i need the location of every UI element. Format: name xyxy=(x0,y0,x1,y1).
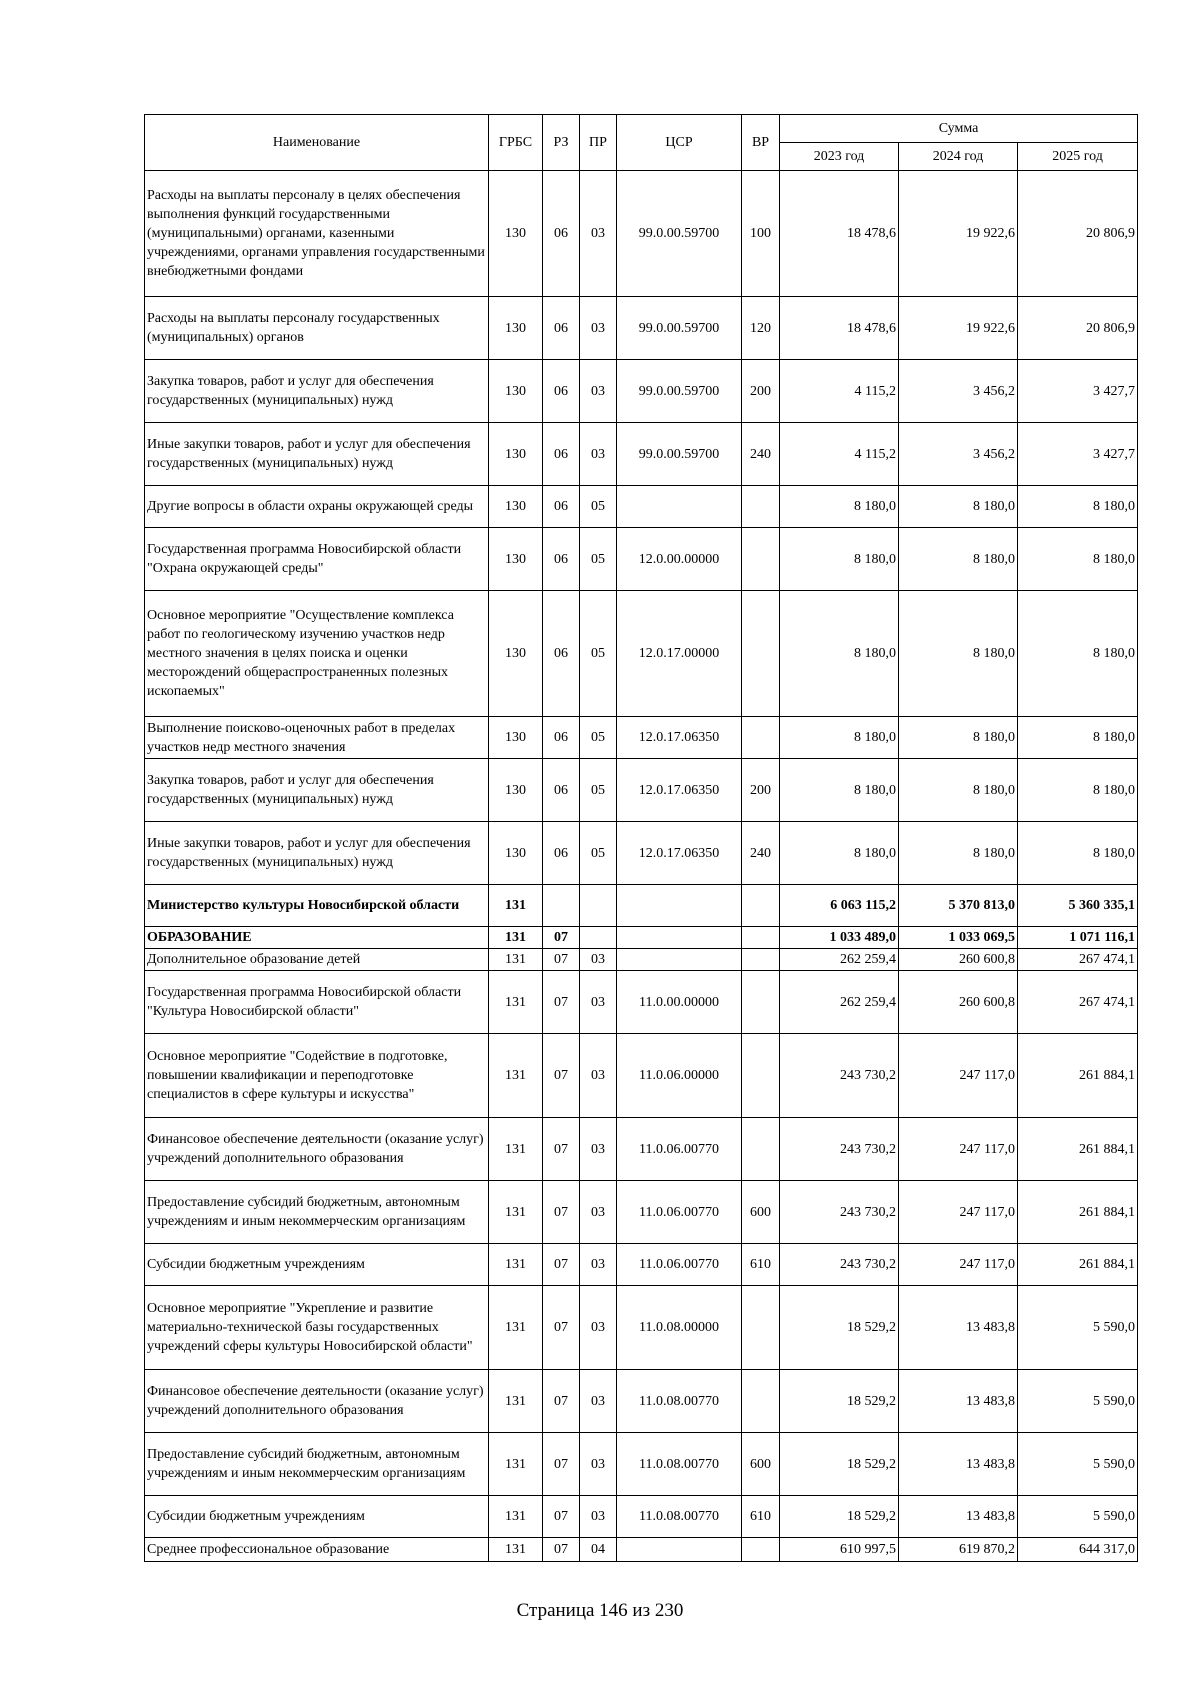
cell-rz: 07 xyxy=(543,1244,580,1286)
cell-csr: 12.0.17.00000 xyxy=(617,591,742,717)
table-row xyxy=(145,717,1138,759)
cell-grbs: 131 xyxy=(489,1433,543,1496)
header-vr: ВР xyxy=(742,115,780,171)
cell-2025: 8 180,0 xyxy=(1018,759,1138,822)
cell-vr: 600 xyxy=(742,1433,780,1496)
cell-2025: 3 427,7 xyxy=(1018,360,1138,423)
cell-pr: 03 xyxy=(580,1244,617,1286)
table-row xyxy=(145,1034,1138,1118)
cell-2024: 3 456,2 xyxy=(899,423,1018,486)
table-row xyxy=(145,297,1138,360)
cell-name: Основное мероприятие "Осуществление комплекса работ по геологическому изучению участков недр местного значения в целях поиска и оценки месторождений общераспространенных полезных ископаемых" xyxy=(145,591,489,717)
cell-grbs: 131 xyxy=(489,1244,543,1286)
cell-name: Финансовое обеспечение деятельности (оказание услуг) учреждений дополнительного образования xyxy=(145,1370,489,1433)
cell-2025: 5 590,0 xyxy=(1018,1286,1138,1370)
cell-2025: 5 590,0 xyxy=(1018,1496,1138,1538)
cell-2023: 6 063 115,2 xyxy=(780,885,899,927)
cell-pr: 05 xyxy=(580,528,617,591)
cell-pr: 03 xyxy=(580,360,617,423)
table-row xyxy=(145,360,1138,423)
cell-name: Предоставление субсидий бюджетным, автономным учреждениям и иным некоммерческим организациям xyxy=(145,1181,489,1244)
cell-vr xyxy=(742,1538,780,1562)
cell-name: Основное мероприятие "Содействие в подготовке, повышении квалификации и переподготовке специалистов в сфере культуры и искусства" xyxy=(145,1034,489,1118)
cell-2024: 247 117,0 xyxy=(899,1118,1018,1181)
cell-2023: 4 115,2 xyxy=(780,423,899,486)
cell-rz: 07 xyxy=(543,927,580,949)
cell-grbs: 130 xyxy=(489,717,543,759)
cell-pr: 03 xyxy=(580,1118,617,1181)
cell-vr xyxy=(742,971,780,1034)
cell-2023: 8 180,0 xyxy=(780,528,899,591)
cell-csr xyxy=(617,1538,742,1562)
cell-rz: 07 xyxy=(543,1181,580,1244)
cell-name: Выполнение поисково-оценочных работ в пределах участков недр местного значения xyxy=(145,717,489,759)
cell-rz: 07 xyxy=(543,1370,580,1433)
cell-pr: 03 xyxy=(580,1286,617,1370)
cell-2024: 3 456,2 xyxy=(899,360,1018,423)
cell-2023: 8 180,0 xyxy=(780,486,899,528)
cell-2024: 247 117,0 xyxy=(899,1181,1018,1244)
cell-2025: 5 590,0 xyxy=(1018,1370,1138,1433)
cell-pr: 05 xyxy=(580,717,617,759)
cell-rz: 07 xyxy=(543,1286,580,1370)
cell-csr: 12.0.00.00000 xyxy=(617,528,742,591)
cell-2023: 262 259,4 xyxy=(780,971,899,1034)
cell-csr: 11.0.06.00770 xyxy=(617,1118,742,1181)
table-row xyxy=(145,1244,1138,1286)
cell-grbs: 131 xyxy=(489,949,543,971)
table-row xyxy=(145,528,1138,591)
cell-2025: 267 474,1 xyxy=(1018,971,1138,1034)
cell-name: Министерство культуры Новосибирской области xyxy=(145,885,489,927)
cell-pr: 03 xyxy=(580,971,617,1034)
header-pr: ПР xyxy=(580,115,617,171)
cell-rz: 06 xyxy=(543,297,580,360)
cell-csr: 11.0.08.00770 xyxy=(617,1370,742,1433)
cell-2023: 8 180,0 xyxy=(780,822,899,885)
cell-pr xyxy=(580,927,617,949)
cell-2024: 13 483,8 xyxy=(899,1496,1018,1538)
cell-2025: 261 884,1 xyxy=(1018,1118,1138,1181)
table-row xyxy=(145,1286,1138,1370)
cell-grbs: 131 xyxy=(489,971,543,1034)
table-row xyxy=(145,1433,1138,1496)
cell-csr: 99.0.00.59700 xyxy=(617,423,742,486)
table-row xyxy=(145,1118,1138,1181)
cell-2024: 19 922,6 xyxy=(899,297,1018,360)
cell-name: ОБРАЗОВАНИЕ xyxy=(145,927,489,949)
cell-vr xyxy=(742,528,780,591)
header-year-2023: 2023 год xyxy=(780,143,899,171)
cell-csr: 11.0.08.00770 xyxy=(617,1433,742,1496)
cell-vr xyxy=(742,1286,780,1370)
cell-2024: 8 180,0 xyxy=(899,822,1018,885)
cell-csr: 11.0.06.00000 xyxy=(617,1034,742,1118)
cell-2023: 18 478,6 xyxy=(780,297,899,360)
cell-name: Государственная программа Новосибирской области "Культура Новосибирской области" xyxy=(145,971,489,1034)
cell-name: Расходы на выплаты персоналу государственных (муниципальных) органов xyxy=(145,297,489,360)
cell-2023: 243 730,2 xyxy=(780,1244,899,1286)
cell-csr: 99.0.00.59700 xyxy=(617,297,742,360)
cell-rz: 07 xyxy=(543,1034,580,1118)
cell-2024: 13 483,8 xyxy=(899,1370,1018,1433)
cell-2024: 260 600,8 xyxy=(899,949,1018,971)
header-rz: РЗ xyxy=(543,115,580,171)
cell-name: Субсидии бюджетным учреждениям xyxy=(145,1496,489,1538)
cell-pr: 05 xyxy=(580,591,617,717)
cell-vr xyxy=(742,949,780,971)
cell-csr: 12.0.17.06350 xyxy=(617,759,742,822)
cell-rz: 06 xyxy=(543,360,580,423)
cell-pr: 05 xyxy=(580,822,617,885)
cell-2025: 8 180,0 xyxy=(1018,528,1138,591)
cell-2025: 20 806,9 xyxy=(1018,171,1138,297)
cell-grbs: 130 xyxy=(489,423,543,486)
table-header xyxy=(145,115,1138,171)
cell-vr xyxy=(742,1370,780,1433)
cell-name: Закупка товаров, работ и услуг для обеспечения государственных (муниципальных) нужд xyxy=(145,759,489,822)
cell-name: Другие вопросы в области охраны окружающей среды xyxy=(145,486,489,528)
cell-csr: 12.0.17.06350 xyxy=(617,822,742,885)
table-row xyxy=(145,1538,1138,1562)
cell-grbs: 130 xyxy=(489,360,543,423)
cell-rz: 07 xyxy=(543,1538,580,1562)
cell-name: Дополнительное образование детей xyxy=(145,949,489,971)
cell-2025: 261 884,1 xyxy=(1018,1244,1138,1286)
cell-rz: 06 xyxy=(543,822,580,885)
cell-2025: 3 427,7 xyxy=(1018,423,1138,486)
cell-csr: 99.0.00.59700 xyxy=(617,360,742,423)
cell-2023: 243 730,2 xyxy=(780,1034,899,1118)
cell-2025: 261 884,1 xyxy=(1018,1181,1138,1244)
cell-vr: 610 xyxy=(742,1244,780,1286)
cell-rz: 07 xyxy=(543,1433,580,1496)
cell-2023: 18 529,2 xyxy=(780,1370,899,1433)
cell-2023: 8 180,0 xyxy=(780,717,899,759)
cell-2023: 4 115,2 xyxy=(780,360,899,423)
cell-csr xyxy=(617,885,742,927)
cell-grbs: 131 xyxy=(489,885,543,927)
cell-2023: 262 259,4 xyxy=(780,949,899,971)
cell-name: Иные закупки товаров, работ и услуг для обеспечения государственных (муниципальных) нужд xyxy=(145,423,489,486)
table-row xyxy=(145,971,1138,1034)
cell-pr: 03 xyxy=(580,949,617,971)
cell-2023: 610 997,5 xyxy=(780,1538,899,1562)
cell-2023: 18 529,2 xyxy=(780,1433,899,1496)
cell-csr: 11.0.08.00770 xyxy=(617,1496,742,1538)
cell-csr xyxy=(617,486,742,528)
cell-rz: 06 xyxy=(543,486,580,528)
cell-grbs: 131 xyxy=(489,1034,543,1118)
table-row xyxy=(145,423,1138,486)
cell-pr: 03 xyxy=(580,1181,617,1244)
cell-name: Расходы на выплаты персоналу в целях обеспечения выполнения функций государственными (муниципальными) органами, казенными учреждениями, органами управления государственными внебюджетными фондами xyxy=(145,171,489,297)
cell-2024: 8 180,0 xyxy=(899,591,1018,717)
cell-pr: 03 xyxy=(580,1034,617,1118)
cell-2024: 5 370 813,0 xyxy=(899,885,1018,927)
cell-pr: 03 xyxy=(580,297,617,360)
cell-grbs: 131 xyxy=(489,1370,543,1433)
cell-2025: 8 180,0 xyxy=(1018,591,1138,717)
cell-2024: 13 483,8 xyxy=(899,1286,1018,1370)
cell-pr: 03 xyxy=(580,1370,617,1433)
cell-pr: 05 xyxy=(580,486,617,528)
cell-2024: 19 922,6 xyxy=(899,171,1018,297)
cell-grbs: 130 xyxy=(489,486,543,528)
cell-csr: 11.0.08.00000 xyxy=(617,1286,742,1370)
cell-name: Основное мероприятие "Укрепление и развитие материально-технической базы государственных учреждений сферы культуры Новосибирской области" xyxy=(145,1286,489,1370)
header-name: Наименование xyxy=(145,115,489,171)
cell-2025: 644 317,0 xyxy=(1018,1538,1138,1562)
cell-grbs: 130 xyxy=(489,528,543,591)
cell-2024: 1 033 069,5 xyxy=(899,927,1018,949)
cell-2023: 18 478,6 xyxy=(780,171,899,297)
cell-name: Иные закупки товаров, работ и услуг для обеспечения государственных (муниципальных) нужд xyxy=(145,822,489,885)
cell-rz: 07 xyxy=(543,1496,580,1538)
cell-2025: 8 180,0 xyxy=(1018,822,1138,885)
cell-pr: 03 xyxy=(580,171,617,297)
cell-vr: 610 xyxy=(742,1496,780,1538)
cell-pr: 03 xyxy=(580,1433,617,1496)
cell-vr: 600 xyxy=(742,1181,780,1244)
header-csr: ЦСР xyxy=(617,115,742,171)
cell-2025: 8 180,0 xyxy=(1018,717,1138,759)
cell-csr: 12.0.17.06350 xyxy=(617,717,742,759)
cell-2025: 267 474,1 xyxy=(1018,949,1138,971)
table-row xyxy=(145,822,1138,885)
header-grbs: ГРБС xyxy=(489,115,543,171)
cell-vr: 200 xyxy=(742,759,780,822)
header-sum: Сумма xyxy=(780,115,1138,143)
budget-table xyxy=(144,114,1138,1562)
table-row xyxy=(145,1181,1138,1244)
cell-2024: 8 180,0 xyxy=(899,717,1018,759)
cell-2025: 261 884,1 xyxy=(1018,1034,1138,1118)
cell-csr: 11.0.06.00770 xyxy=(617,1244,742,1286)
cell-rz: 06 xyxy=(543,423,580,486)
table-row xyxy=(145,591,1138,717)
cell-2025: 20 806,9 xyxy=(1018,297,1138,360)
cell-rz: 06 xyxy=(543,759,580,822)
cell-grbs: 131 xyxy=(489,1538,543,1562)
cell-grbs: 131 xyxy=(489,1118,543,1181)
cell-grbs: 131 xyxy=(489,1496,543,1538)
cell-2024: 8 180,0 xyxy=(899,759,1018,822)
table-row xyxy=(145,885,1138,927)
table-row xyxy=(145,949,1138,971)
cell-name: Среднее профессиональное образование xyxy=(145,1538,489,1562)
cell-csr xyxy=(617,949,742,971)
table-row xyxy=(145,171,1138,297)
cell-vr: 100 xyxy=(742,171,780,297)
cell-name: Субсидии бюджетным учреждениям xyxy=(145,1244,489,1286)
cell-pr: 04 xyxy=(580,1538,617,1562)
cell-grbs: 130 xyxy=(489,297,543,360)
cell-grbs: 130 xyxy=(489,822,543,885)
cell-vr xyxy=(742,717,780,759)
cell-name: Государственная программа Новосибирской области "Охрана окружающей среды" xyxy=(145,528,489,591)
cell-grbs: 131 xyxy=(489,1181,543,1244)
cell-grbs: 130 xyxy=(489,759,543,822)
cell-pr: 03 xyxy=(580,1496,617,1538)
cell-csr: 11.0.00.00000 xyxy=(617,971,742,1034)
cell-rz: 07 xyxy=(543,971,580,1034)
cell-rz: 06 xyxy=(543,591,580,717)
table-row xyxy=(145,486,1138,528)
cell-csr xyxy=(617,927,742,949)
cell-2025: 5 590,0 xyxy=(1018,1433,1138,1496)
cell-2024: 247 117,0 xyxy=(899,1034,1018,1118)
cell-vr xyxy=(742,927,780,949)
header-year-2025: 2025 год xyxy=(1018,143,1138,171)
cell-2025: 8 180,0 xyxy=(1018,486,1138,528)
cell-csr: 99.0.00.59700 xyxy=(617,171,742,297)
cell-grbs: 131 xyxy=(489,1286,543,1370)
cell-2023: 8 180,0 xyxy=(780,759,899,822)
cell-2023: 1 033 489,0 xyxy=(780,927,899,949)
cell-2024: 8 180,0 xyxy=(899,486,1018,528)
page-number: Страница 146 из 230 xyxy=(516,1600,684,1621)
cell-rz xyxy=(543,885,580,927)
table-row xyxy=(145,759,1138,822)
cell-2023: 18 529,2 xyxy=(780,1286,899,1370)
cell-vr: 240 xyxy=(742,822,780,885)
table-row xyxy=(145,1370,1138,1433)
cell-2023: 243 730,2 xyxy=(780,1181,899,1244)
table-row xyxy=(145,927,1138,949)
cell-rz: 06 xyxy=(543,171,580,297)
table-body xyxy=(145,171,1138,1562)
cell-vr xyxy=(742,1118,780,1181)
cell-2025: 1 071 116,1 xyxy=(1018,927,1138,949)
cell-2024: 260 600,8 xyxy=(899,971,1018,1034)
cell-2024: 619 870,2 xyxy=(899,1538,1018,1562)
cell-2023: 8 180,0 xyxy=(780,591,899,717)
cell-vr xyxy=(742,486,780,528)
cell-grbs: 130 xyxy=(489,591,543,717)
cell-2024: 8 180,0 xyxy=(899,528,1018,591)
cell-rz: 07 xyxy=(543,1118,580,1181)
table-row xyxy=(145,1496,1138,1538)
cell-grbs: 131 xyxy=(489,927,543,949)
cell-rz: 07 xyxy=(543,949,580,971)
cell-vr xyxy=(742,1034,780,1118)
header-year-2024: 2024 год xyxy=(899,143,1018,171)
cell-2024: 247 117,0 xyxy=(899,1244,1018,1286)
cell-vr: 240 xyxy=(742,423,780,486)
cell-vr: 200 xyxy=(742,360,780,423)
cell-2025: 5 360 335,1 xyxy=(1018,885,1138,927)
cell-vr: 120 xyxy=(742,297,780,360)
cell-rz: 06 xyxy=(543,717,580,759)
cell-pr xyxy=(580,885,617,927)
cell-2023: 18 529,2 xyxy=(780,1496,899,1538)
cell-vr xyxy=(742,885,780,927)
cell-2024: 13 483,8 xyxy=(899,1433,1018,1496)
cell-pr: 05 xyxy=(580,759,617,822)
cell-grbs: 130 xyxy=(489,171,543,297)
cell-pr: 03 xyxy=(580,423,617,486)
cell-csr: 11.0.06.00770 xyxy=(617,1181,742,1244)
cell-2023: 243 730,2 xyxy=(780,1118,899,1181)
cell-name: Закупка товаров, работ и услуг для обеспечения государственных (муниципальных) нужд xyxy=(145,360,489,423)
cell-name: Предоставление субсидий бюджетным, автономным учреждениям и иным некоммерческим организациям xyxy=(145,1433,489,1496)
cell-rz: 06 xyxy=(543,528,580,591)
cell-name: Финансовое обеспечение деятельности (оказание услуг) учреждений дополнительного образования xyxy=(145,1118,489,1181)
cell-vr xyxy=(742,591,780,717)
